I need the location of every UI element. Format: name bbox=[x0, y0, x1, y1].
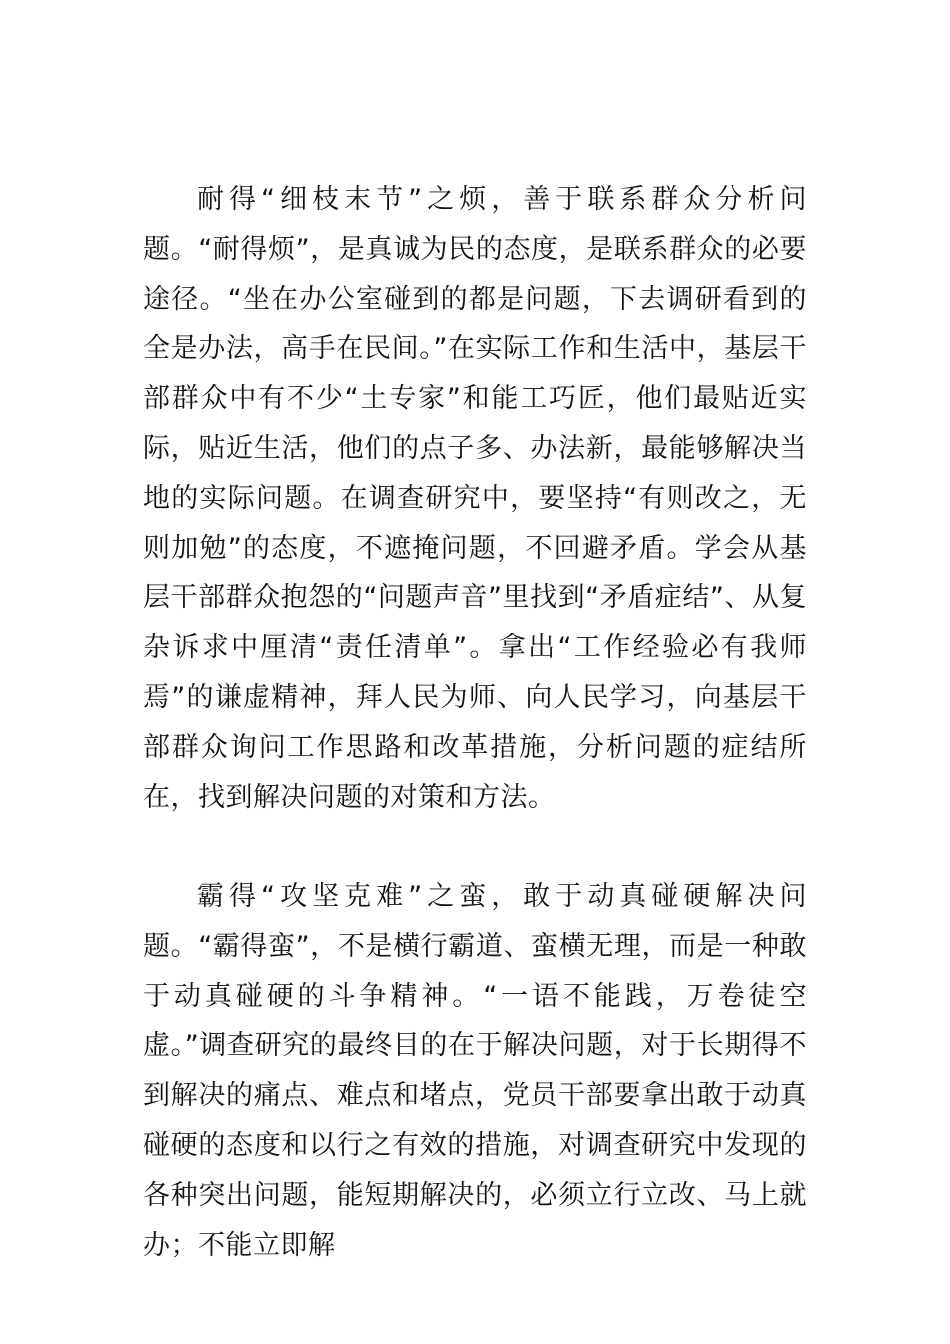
paragraph-1: 耐得“细枝末节”之烦，善于联系群众分析问题。“耐得烦”，是真诚为民的态度，是联系群众的必要途径。“坐在办公室碰到的都是问题，下去调研看到的全是办法，高手在民间。”在实际工作和生活中，基层干部群众中有不少“土专家”和能工巧匠，他们最贴近实际，贴近生活，他们的点子多、办法新，最能够解决当地的实际问题。在调查研究中，要坚持“有则改之，无则加勉”的态度，不遮掩问题，不回避矛盾。学会从基层干部群众抱怨的“问题声音”里找到“矛盾症结”、从复杂诉求中厘清“责任清单”。拿出“工作经验必有我师焉”的谦虚精神，拜人民为师、向人民学习，向基层干部群众询问工作思路和改革措施，分析问题的症结所在，找到解决问题的对策和方法。 bbox=[143, 184, 807, 813]
paragraph-2: 霸得“攻坚克难”之蛮，敢于动真碰硬解决问题。“霸得蛮”，不是横行霸道、蛮横无理，而是一种敢于动真碰硬的斗争精神。“一语不能践，万卷徒空虚。”调查研究的最终目的在于解决问题，对于长期得不到解决的痛点、难点和堵点，党员干部要拿出敢于动真碰硬的态度和以行之有效的措施，对调查研究中发现的各种突出问题，能短期解决的，必须立行立改、马上就办；不能立即解 bbox=[143, 881, 807, 1261]
